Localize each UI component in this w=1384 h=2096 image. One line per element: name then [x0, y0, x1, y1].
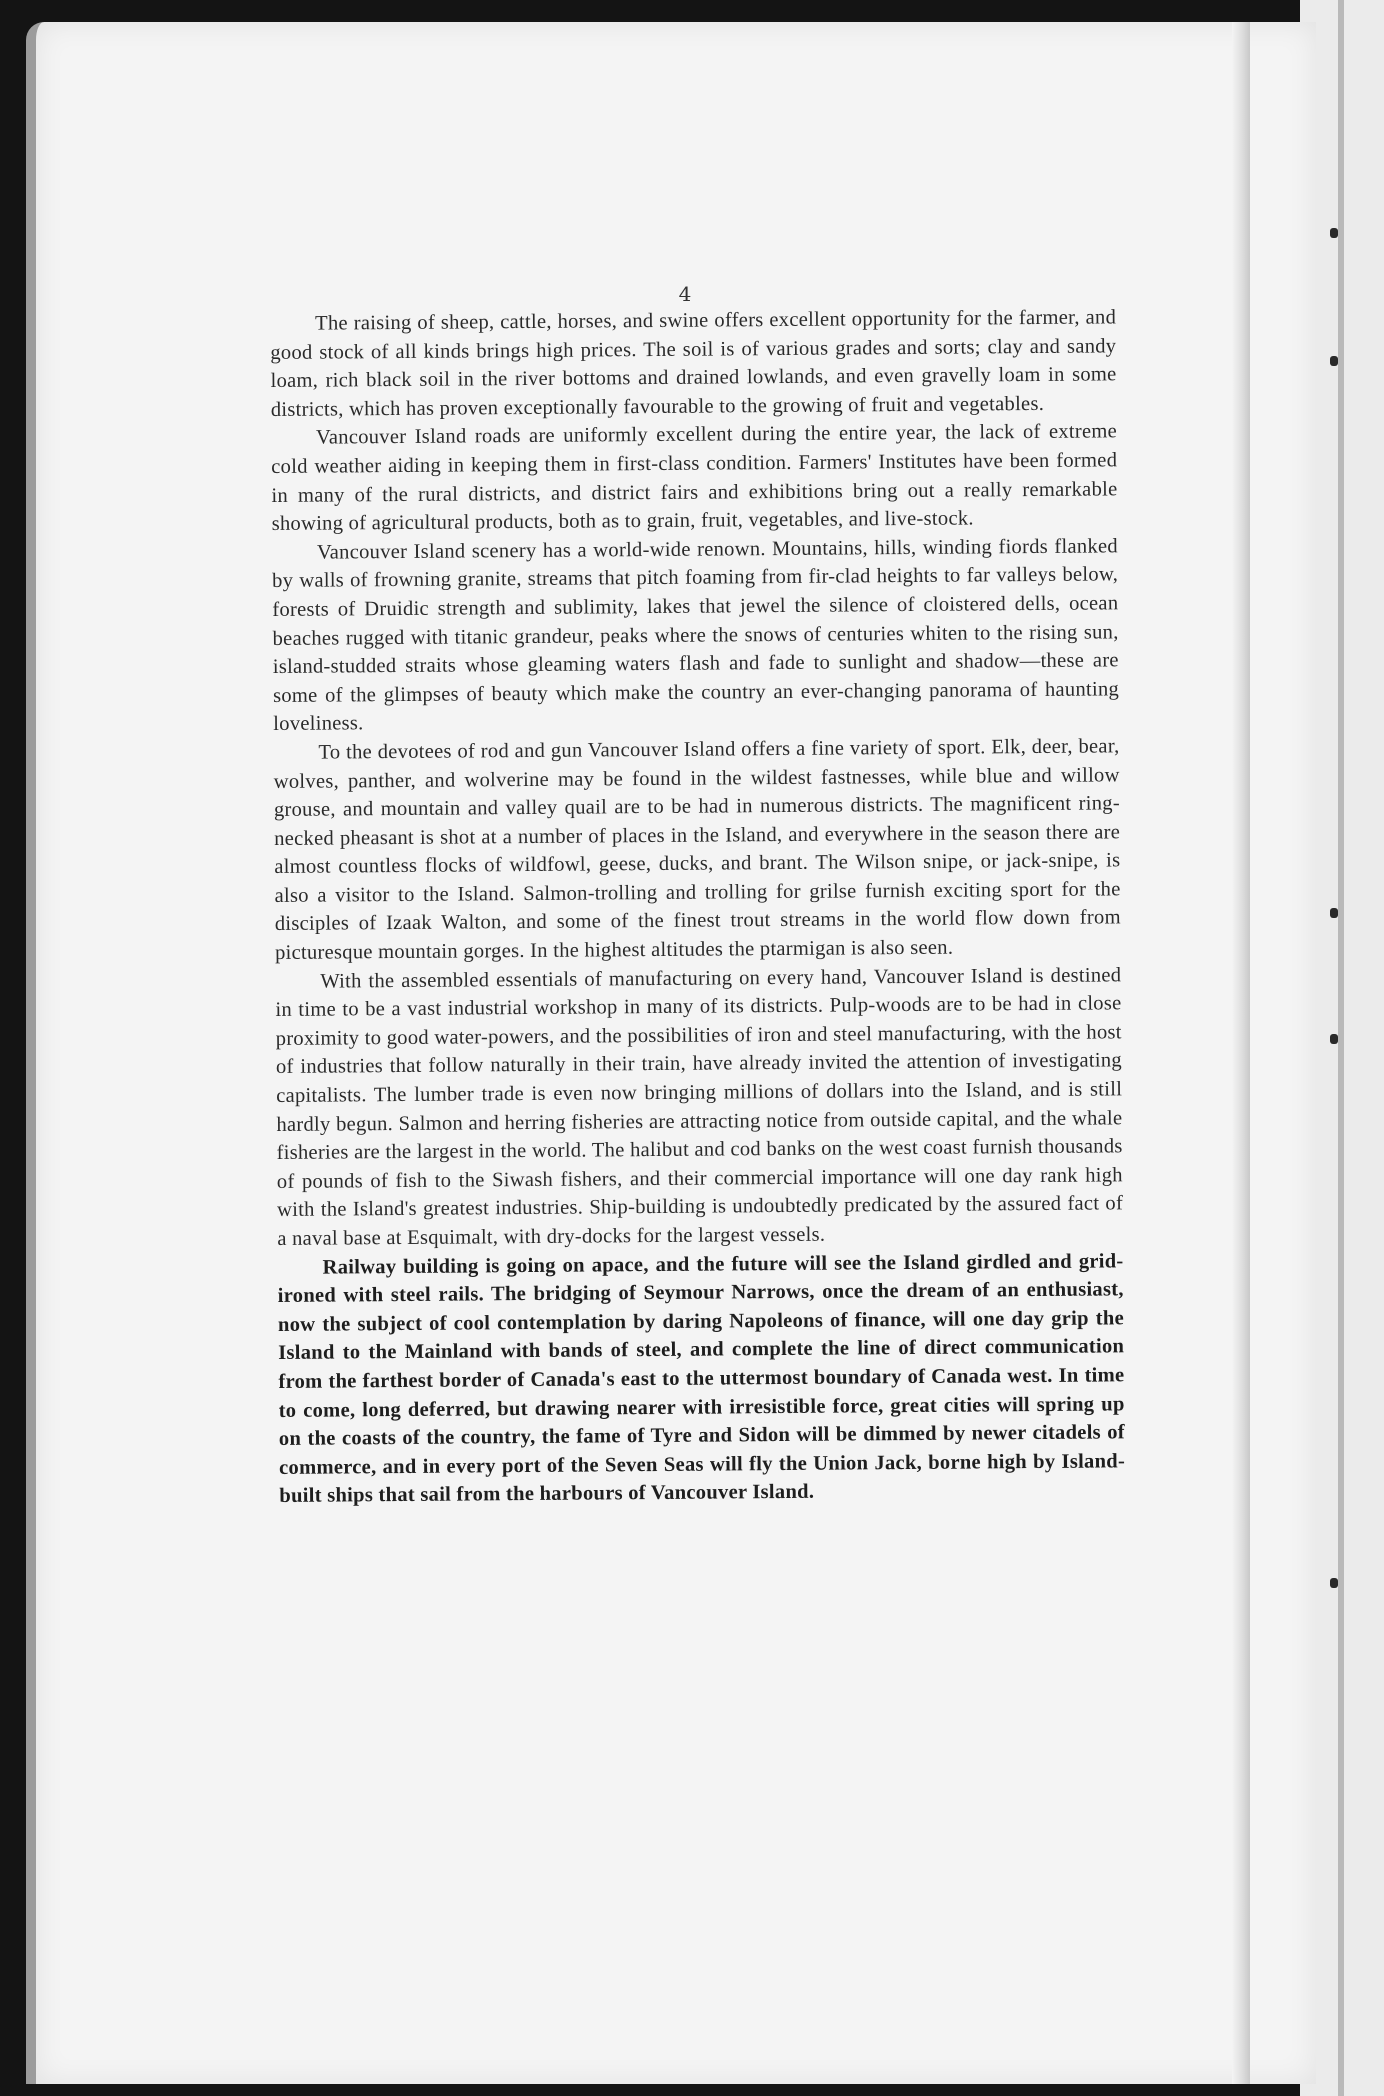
paragraph-manufacturing: With the assembled essentials of manufacturing on every hand, Vancouver Island is destined in time to be a vast industrial workshop in many of its districts. Pulp-woods are to be had in close proximity to good water-powers, and the possibilities of iron and steel manufacturing, with the host of industries that follow naturally in their train, have already invited the attention of investigating capitalists. The lumber trade is even now bringing millions of dollars into the Island, and is still hardly begun. Salmon and herring fisheries are attracting notice from outside capital, and the whale fisheries are the largest in the world. The halibut and cod banks on the west coast furnish thousands of pounds of fish to the Siwash fishers, and their commercial importance will one day rank high with the Island's greatest industries. Ship-building is undoubtedly predicated by the assured fact of a naval base at Esquimalt, with dry-docks for the largest vessels. [275, 963, 1124, 1250]
paragraph-scenery: Vancouver Island scenery has a world-wide renown. Mountains, hills, winding fiords flanked by walls of frowning granite, streams that pitch foaming from fir-clad heights to far valleys below, forests of Druidic strength and sublimity, lakes that jewel the silence of cloistered dells, ocean beaches rugged with titanic grandeur, peaks where the snows of centuries whiten to the rising sun, island-studded straits whose gleaming waters flash and fade to sunlight and shadow—these are some of the glimpses of beauty which make the country an ever-changing panorama of haunting loveliness. [272, 535, 1120, 736]
binding-mark [1330, 1578, 1338, 1588]
paragraph-farming: The raising of sheep, cattle, horses, and swine offers excellent opportunity for the farmer, and good stock of all kinds brings high prices. The soil is of various grades and sorts; clay and sandy loam, rich black soil in the river bottoms and drained lowlands, and even gravelly loam in some districts, which has proven exceptionally favourable to the growing of fruit and vegetables. [270, 306, 1117, 421]
paragraph-railway: Railway building is going on apace, and the future will see the Island girdled and grid-ironed with steel rails. The bridging of Seymour Narrows, once the dream of an enthusiast, now the subject of cool contemplation by daring Napoleons of finance, will one day grip the Island to the Mainland with bands of steel, and complete the line of direct communication from the farthest border of Canada's east to the uttermost boundary of Canada west. In time to come, long deferred, but drawing nearer with irresistible force, great cities will spring up on the coasts of the country, the fame of Tyre and Sidon will be dimmed by newer citadels of commerce, and in every port of the Seven Seas will fly the Union Jack, borne high by Island-built ships that sail from the harbours of Vancouver Island. [277, 1249, 1126, 1508]
binding-mark [1330, 228, 1338, 238]
binding-mark [1330, 356, 1338, 366]
page-gutter [1232, 22, 1250, 2084]
body-text [270, 303, 1125, 1511]
paragraph-roads: Vancouver Island roads are uniformly excellent during the entire year, the lack of extreme cold weather aiding in keeping them in first-class condition. Farmers' Institutes have been formed in many of the rural districts, and district fairs and exhibitions bring out a really remarkable showing of agricultural products, both as to grain, fruit, vegetables, and live-stock. [271, 420, 1118, 536]
binding-mark [1330, 908, 1338, 918]
page-number: 4 [678, 282, 692, 306]
paragraph-sport: To the devotees of rod and gun Vancouver Island offers a fine variety of sport. Elk, deer, bear, wolves, panther, and wolverine may be found in the wildest fastnesses, while blue and willow grouse, and mountain and valley quail are to be had in numerous districts. The magnificent ring-necked pheasant is shot at a number of places in the Island, and everywhere in the season there are almost countless flocks of wildfowl, geese, ducks, and brant. The Wilson snipe, or jack-snipe, is also a visitor to the Island. Salmon-trolling and trolling for grilse furnish exciting sport for the disciples of Izaak Walton, and some of the finest trout streams in the world flow down from picturesque mountain gorges. In the highest altitudes the ptarmigan is also seen. [273, 735, 1121, 965]
binding-mark [1330, 1034, 1338, 1044]
board-edge [1338, 0, 1344, 2096]
